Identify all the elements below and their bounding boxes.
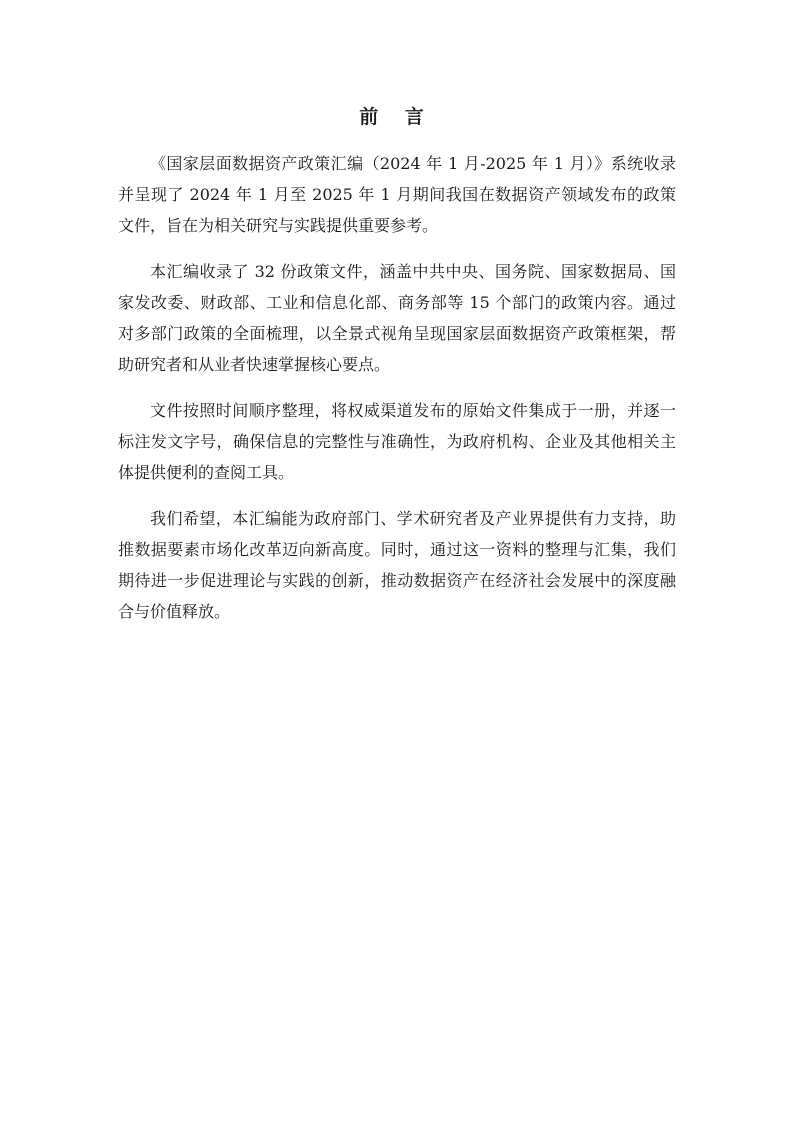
paragraph-outlook: 我们希望，本汇编能为政府部门、学术研究者及产业界提供有力支持，助推数据要素市场化改革迈向新高度。同时，通过这一资料的整理与汇集，我们期待进一步促进理论与实践的创新，推动数据资产在经济社会发展中的深度融合与价值释放。 — [118, 509, 676, 621]
paragraph-organization: 文件按照时间顺序整理，将权威渠道发布的原始文件集成于一册，并逐一标注发文字号，确保信息的完整性与准确性，为政府机构、企业及其他相关主体提供便利的查阅工具。 — [118, 401, 676, 482]
preface-body — [118, 148, 676, 642]
page-title: 前 言 — [359, 106, 434, 128]
paragraph-intro: 《国家层面数据资产政策汇编（2024 年 1 月-2025 年 1 月）》系统收录并呈现了 2024 年 1 月至 2025 年 1 月期间我国在数据资产领域发布的政策文件，旨在为相关研究与实践提供重要参考。 — [118, 154, 676, 235]
paragraph-scope: 本汇编收录了 32 份政策文件，涵盖中共中央、国务院、国家数据局、国家发改委、财政部、工业和信息化部、商务部等 15 个部门的政策内容。通过对多部门政策的全面梳理，以全景式视角呈现国家层面数据资产政策框架，帮助研究者和从业者快速掌握核心要点。 — [118, 262, 676, 374]
